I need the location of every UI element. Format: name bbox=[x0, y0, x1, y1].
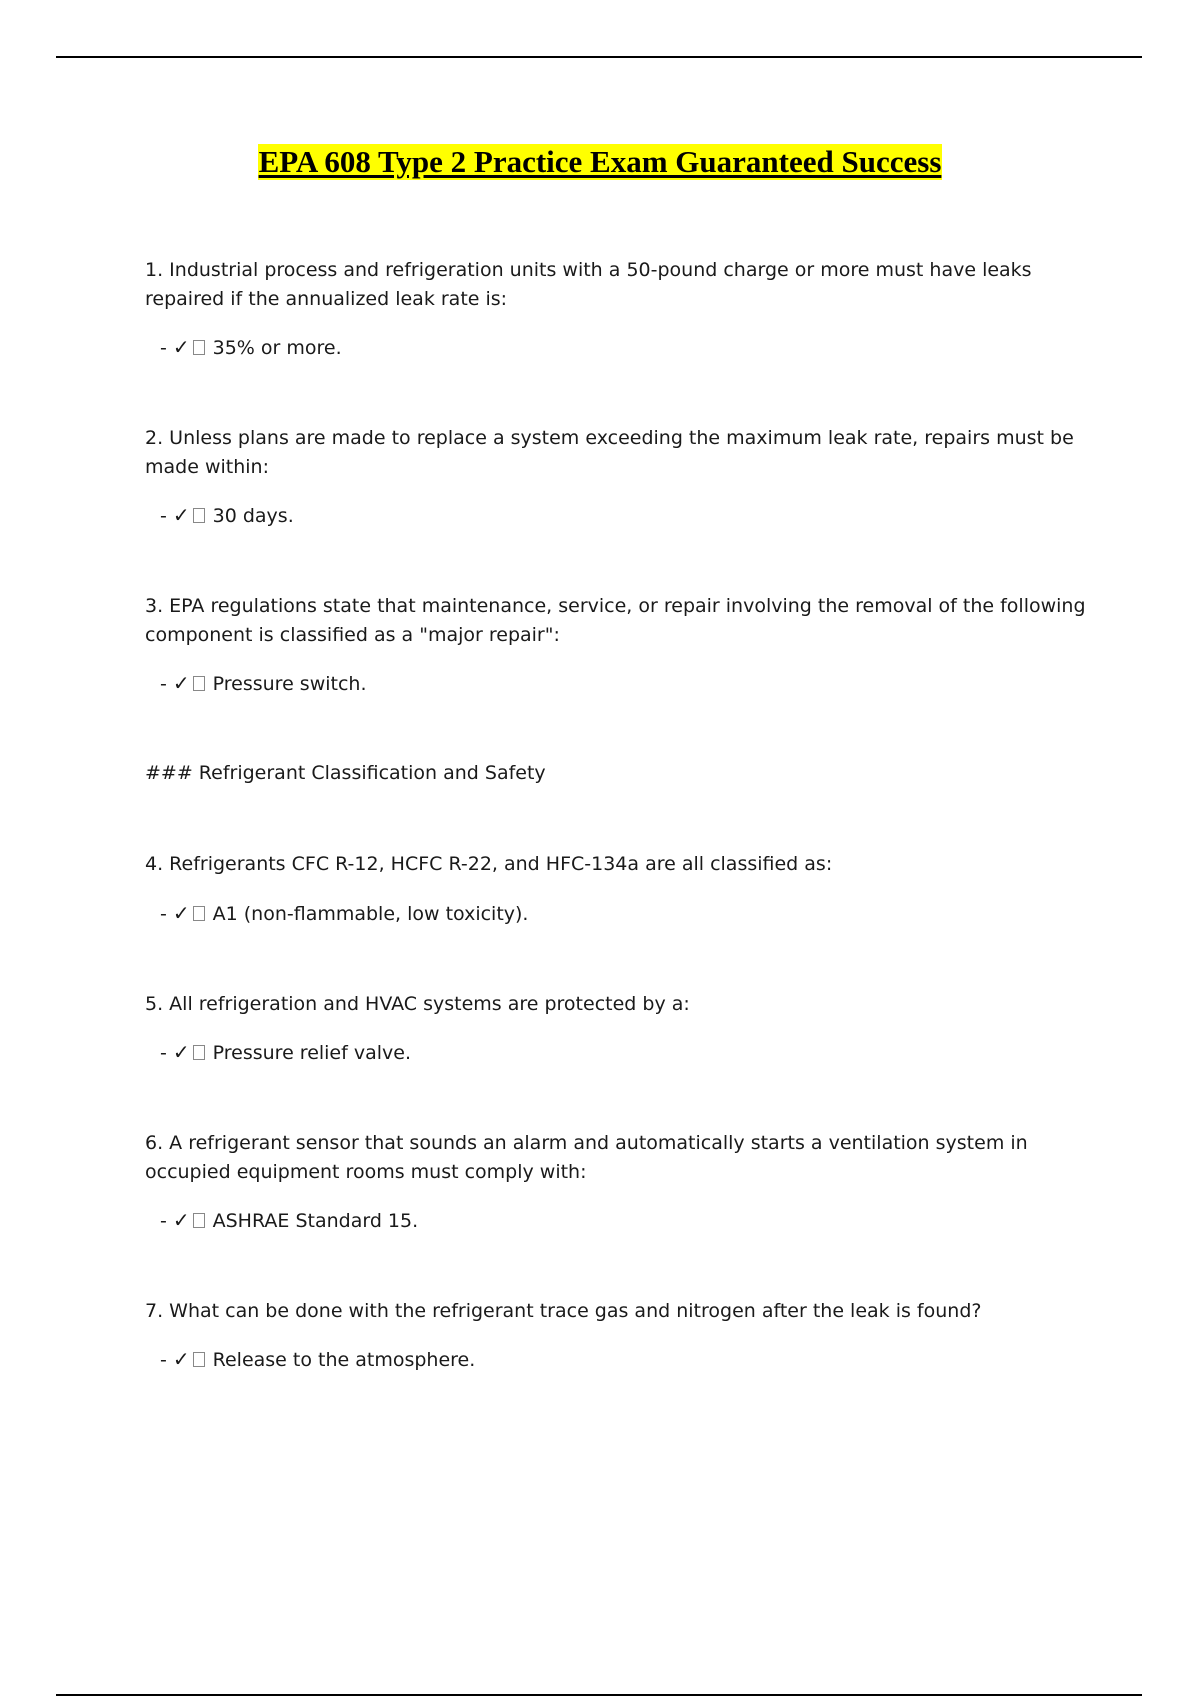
checkbox-icon bbox=[193, 340, 205, 355]
checkmark-icon: ✓ bbox=[172, 1040, 190, 1064]
answer-text: ASHRAE Standard 15. bbox=[212, 1210, 419, 1232]
answer-dash: - bbox=[160, 337, 167, 359]
top-rule bbox=[56, 56, 1142, 58]
checkmark-icon: ✓ bbox=[172, 671, 190, 695]
checkmark-icon: ✓ bbox=[172, 1208, 190, 1232]
checkmark-icon: ✓ bbox=[172, 901, 190, 925]
question-text: 7. What can be done with the refrigerant trace gas and nitrogen after the leak is found? bbox=[145, 1300, 982, 1322]
answer-dash: - bbox=[160, 673, 167, 695]
checkmark-icon: ✓ bbox=[172, 503, 190, 527]
answer-text: 35% or more. bbox=[212, 337, 342, 359]
checkbox-icon bbox=[193, 676, 205, 691]
checkbox-icon bbox=[193, 508, 205, 523]
answer-dash: - bbox=[160, 1210, 167, 1232]
answer-2 bbox=[160, 501, 294, 531]
answer-4 bbox=[160, 899, 528, 929]
answer-7 bbox=[160, 1345, 475, 1375]
answer-text: A1 (non-flammable, low toxicity). bbox=[212, 903, 529, 925]
checkbox-icon bbox=[193, 906, 205, 921]
page-title: EPA 608 Type 2 Practice Exam Guaranteed Success bbox=[258, 144, 942, 179]
answer-dash: - bbox=[160, 903, 167, 925]
answer-1 bbox=[160, 333, 342, 363]
question-text: 5. All refrigeration and HVAC systems are protected by a: bbox=[145, 993, 690, 1015]
answer-dash: - bbox=[160, 1042, 167, 1064]
checkmark-icon: ✓ bbox=[172, 335, 190, 359]
checkbox-icon bbox=[193, 1352, 205, 1367]
checkbox-icon bbox=[193, 1045, 205, 1060]
question-3 bbox=[145, 592, 1090, 650]
answer-5 bbox=[160, 1038, 411, 1068]
question-1 bbox=[145, 256, 1090, 314]
question-text: 2. Unless plans are made to replace a system exceeding the maximum leak rate, repairs must be made within: bbox=[145, 427, 1074, 478]
question-7 bbox=[145, 1297, 1090, 1326]
question-text: 6. A refrigerant sensor that sounds an alarm and automatically starts a ventilation system in occupied equipment rooms must comply with: bbox=[145, 1132, 1028, 1183]
checkmark-icon: ✓ bbox=[172, 1347, 190, 1371]
question-text: 1. Industrial process and refrigeration units with a 50-pound charge or more must have leaks repaired if the annualized leak rate is: bbox=[145, 259, 1032, 310]
answer-dash: - bbox=[160, 505, 167, 527]
answer-text: Release to the atmosphere. bbox=[212, 1349, 476, 1371]
answer-text: Pressure relief valve. bbox=[212, 1042, 411, 1064]
question-text: 3. EPA regulations state that maintenance, service, or repair involving the removal of the following component is classified as a "major repair": bbox=[145, 595, 1086, 646]
question-6 bbox=[145, 1129, 1090, 1187]
title-container bbox=[0, 144, 1200, 180]
answer-6 bbox=[160, 1206, 418, 1236]
answer-3 bbox=[160, 669, 367, 699]
answer-text: Pressure switch. bbox=[212, 673, 367, 695]
question-text: 4. Refrigerants CFC R-12, HCFC R-22, and HFC-134a are all classified as: bbox=[145, 853, 833, 875]
question-4 bbox=[145, 850, 1090, 879]
question-5 bbox=[145, 990, 1090, 1019]
checkbox-icon bbox=[193, 1213, 205, 1228]
section-heading: ### Refrigerant Classification and Safety bbox=[145, 762, 546, 784]
bottom-rule bbox=[56, 1694, 1142, 1696]
question-2 bbox=[145, 424, 1090, 482]
answer-text: 30 days. bbox=[212, 505, 294, 527]
answer-dash: - bbox=[160, 1349, 167, 1371]
